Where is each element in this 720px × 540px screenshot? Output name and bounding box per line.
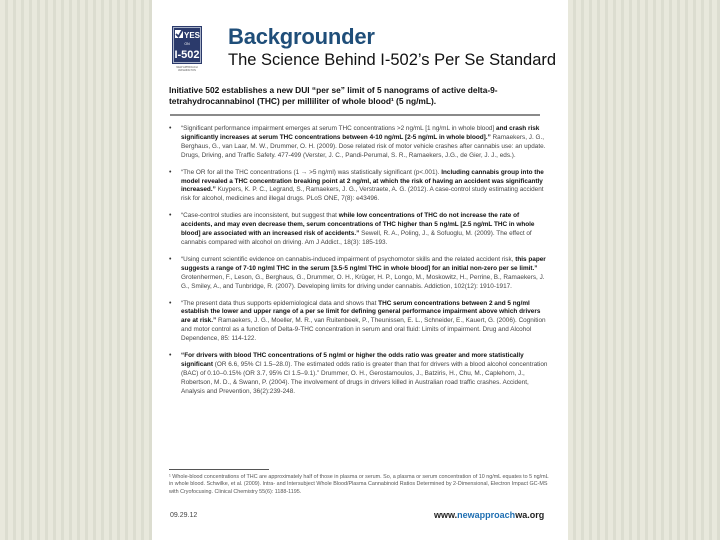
citation: Sewell, R. A., Poling, J., & Sofuoglu, M. (2009). The effect of cannabis compared with alcohol on driving. Am J Addict., 18(3): 185-193. <box>181 230 532 246</box>
list-item <box>169 352 549 397</box>
list-item <box>169 300 549 345</box>
url-suffix: .org <box>527 510 545 520</box>
list-item <box>169 169 549 205</box>
footnote: ¹ Whole-blood concentrations of THC are approximately half of those in plasma or serum. So, a plasma or serum concentration of 10 ng/mL equates to 5 ng/mL in whole blood. Schwilke, et al. (2009). Intra- and Intersubject Whole Blood/Plasma Cannabinoid Ratios Determined by 2-Dimensional, Electron Impact GC-MS with Cryofocusing. Clinical Chemistry 55(6): 1188-1195. <box>169 474 549 495</box>
intro-statement: Initiative 502 establishes a new DUI “per se” limit of 5 nanograms of active delta-9-tetrahydrocannabinol (THC) per milliliter of whole blood¹ (5 ng/mL). <box>169 85 498 106</box>
url-prefix: www. <box>434 510 458 520</box>
quote-bold: THC serum concentrations between 2 and 5 ng/ml establish the lower and upper range of a per se limit for defining general performance impairment above which drivers are at risk.” <box>181 299 541 325</box>
bullet-icon: • <box>169 168 172 176</box>
bullet-icon: • <box>169 125 172 132</box>
citation: Grotenhermen, F., Leson, G., Berghaus, G., Drummer, O. H., Krüger, H. P., Longo, M., Moskowitz, H., Perrine, B., Ramaekers, J. G., Smiley, A., and Tunbridge, R. (2007). Developing limits for driving under cannabis. Addiction, 102(12): 1910-1917. <box>181 273 545 290</box>
quote-bold: Including cannabis group into the model revealed a THC concentration breaking point at 2 ng/ml, at which the risk of having an accident was significantly increased.” <box>181 168 544 194</box>
bullet-icon: • <box>169 352 172 360</box>
url-accent: newapproach <box>457 510 516 520</box>
quote-plain: “The present data thus supports epidemiological data and shows that <box>181 299 379 307</box>
evidence-list <box>169 125 549 405</box>
list-item <box>169 125 549 161</box>
document-date: 09.29.12 <box>170 512 198 519</box>
svg-text:YES: YES <box>183 31 201 40</box>
citation: Ramaekers, J. G., Berghaus, G., van Laar, M. W., Drummer, O. H. (2009). Dose related risk of motor vehicle crashes after cannabis use: an update. Drugs, Driving, and Traffic Safety. 477-499 (Verster, J. C., Pandi-Perumal, S. R., Ramaekers, J.G., de Gier, J. J., eds.). <box>181 133 546 159</box>
quote-bold: “For drivers with blood THC concentrations of 5 ng/ml or higher the odds ratio was greater and more statistically significant <box>181 352 524 368</box>
url-middle: wa <box>515 510 528 520</box>
list-item <box>169 256 549 292</box>
svg-text:I-502: I-502 <box>174 49 200 61</box>
website-link[interactable] <box>434 510 544 520</box>
bullet-icon: • <box>169 255 172 263</box>
quote-plain: “Case-control studies are inconsistent, but suggest that <box>181 212 339 220</box>
quote-bold: and crash risk significantly increases at serum THC concentrations between 4-10 ng/mL [2-5 ng/mL in whole blood].” <box>181 125 540 141</box>
quote-plain: “The OR for all the THC concentrations (1 → >5 ng/ml) was statistically significant (p<.001). <box>181 168 442 176</box>
svg-text:WASHINGTON: WASHINGTON <box>178 69 196 72</box>
list-item <box>169 212 549 248</box>
citation: Ramaekers, J. G., Moeller, M. R., van Ruitenbeek, P., Theunissen, E. L., Schneider, E., Kauert, G. (2006). Cognition and motor control as a function of Delta-9-THC concentration in serum and oral fluid: Limits of impairment. Drug and Alcohol Dependence, 85: 114-122. <box>181 317 546 343</box>
citation: (OR 6.6, 95% CI 1.5–28.0). The estimated odds ratio is greater than that for drivers with a blood alcohol concentration (BAC) of 0.10–0.15% (OR 3.7, 95% CI 1.5–9.1).” Drummer, O. H., Gerostamoulos, J., Batziris, H., Chu, M., Caplehorn, J., Robertson, M. D., & Swann, P. (2004). The involvement of drugs in drivers killed in Australian road traffic crashes. Accident, Analysis and Prevention, 36(2):239-248. <box>181 360 548 395</box>
bullet-icon: • <box>169 299 172 307</box>
quote-plain: “Significant performance impairment emerges at serum THC concentrations >2 ng/mL [1 ng/mL in whole blood] <box>181 125 497 132</box>
footnote-divider <box>169 469 269 470</box>
yes-on-i502-logo <box>172 26 202 70</box>
svg-text:NEW APPROACH: NEW APPROACH <box>176 66 198 69</box>
document-page <box>152 0 568 540</box>
page-subtitle: The Science Behind I-502’s Per Se Standard <box>228 51 557 69</box>
quote-plain: “Using current scientific evidence on cannabis-induced impairment of psychomotor skills and the related accident risk, <box>181 255 516 263</box>
svg-text:ON: ON <box>184 42 190 46</box>
bullet-icon: • <box>169 212 172 220</box>
page-title: Backgrounder <box>228 24 375 49</box>
section-divider <box>170 114 540 116</box>
quote-bold: while low concentrations of THC do not increase the rate of accidents, and may even decrease them, serum concentrations of THC higher than 5 ng/mL [2.5 ng/mL THC in whole blood] are associated with an increased risk of accidents.” <box>181 212 535 238</box>
quote-bold: this paper suggests a range of 7-10 ng/ml THC in the serum [3.5-5 ng/ml THC in whole blood] for an initial non-zero per se limit.” <box>181 255 546 272</box>
citation: Kuypers, K. P. C., Legrand, S., Ramaekers, J. G., Verstraete, A. G. (2012). A case-control study estimating accident risk for alcohol, medicines and illegal drugs. PLoS ONE, 7(8): e43496. <box>181 186 544 203</box>
